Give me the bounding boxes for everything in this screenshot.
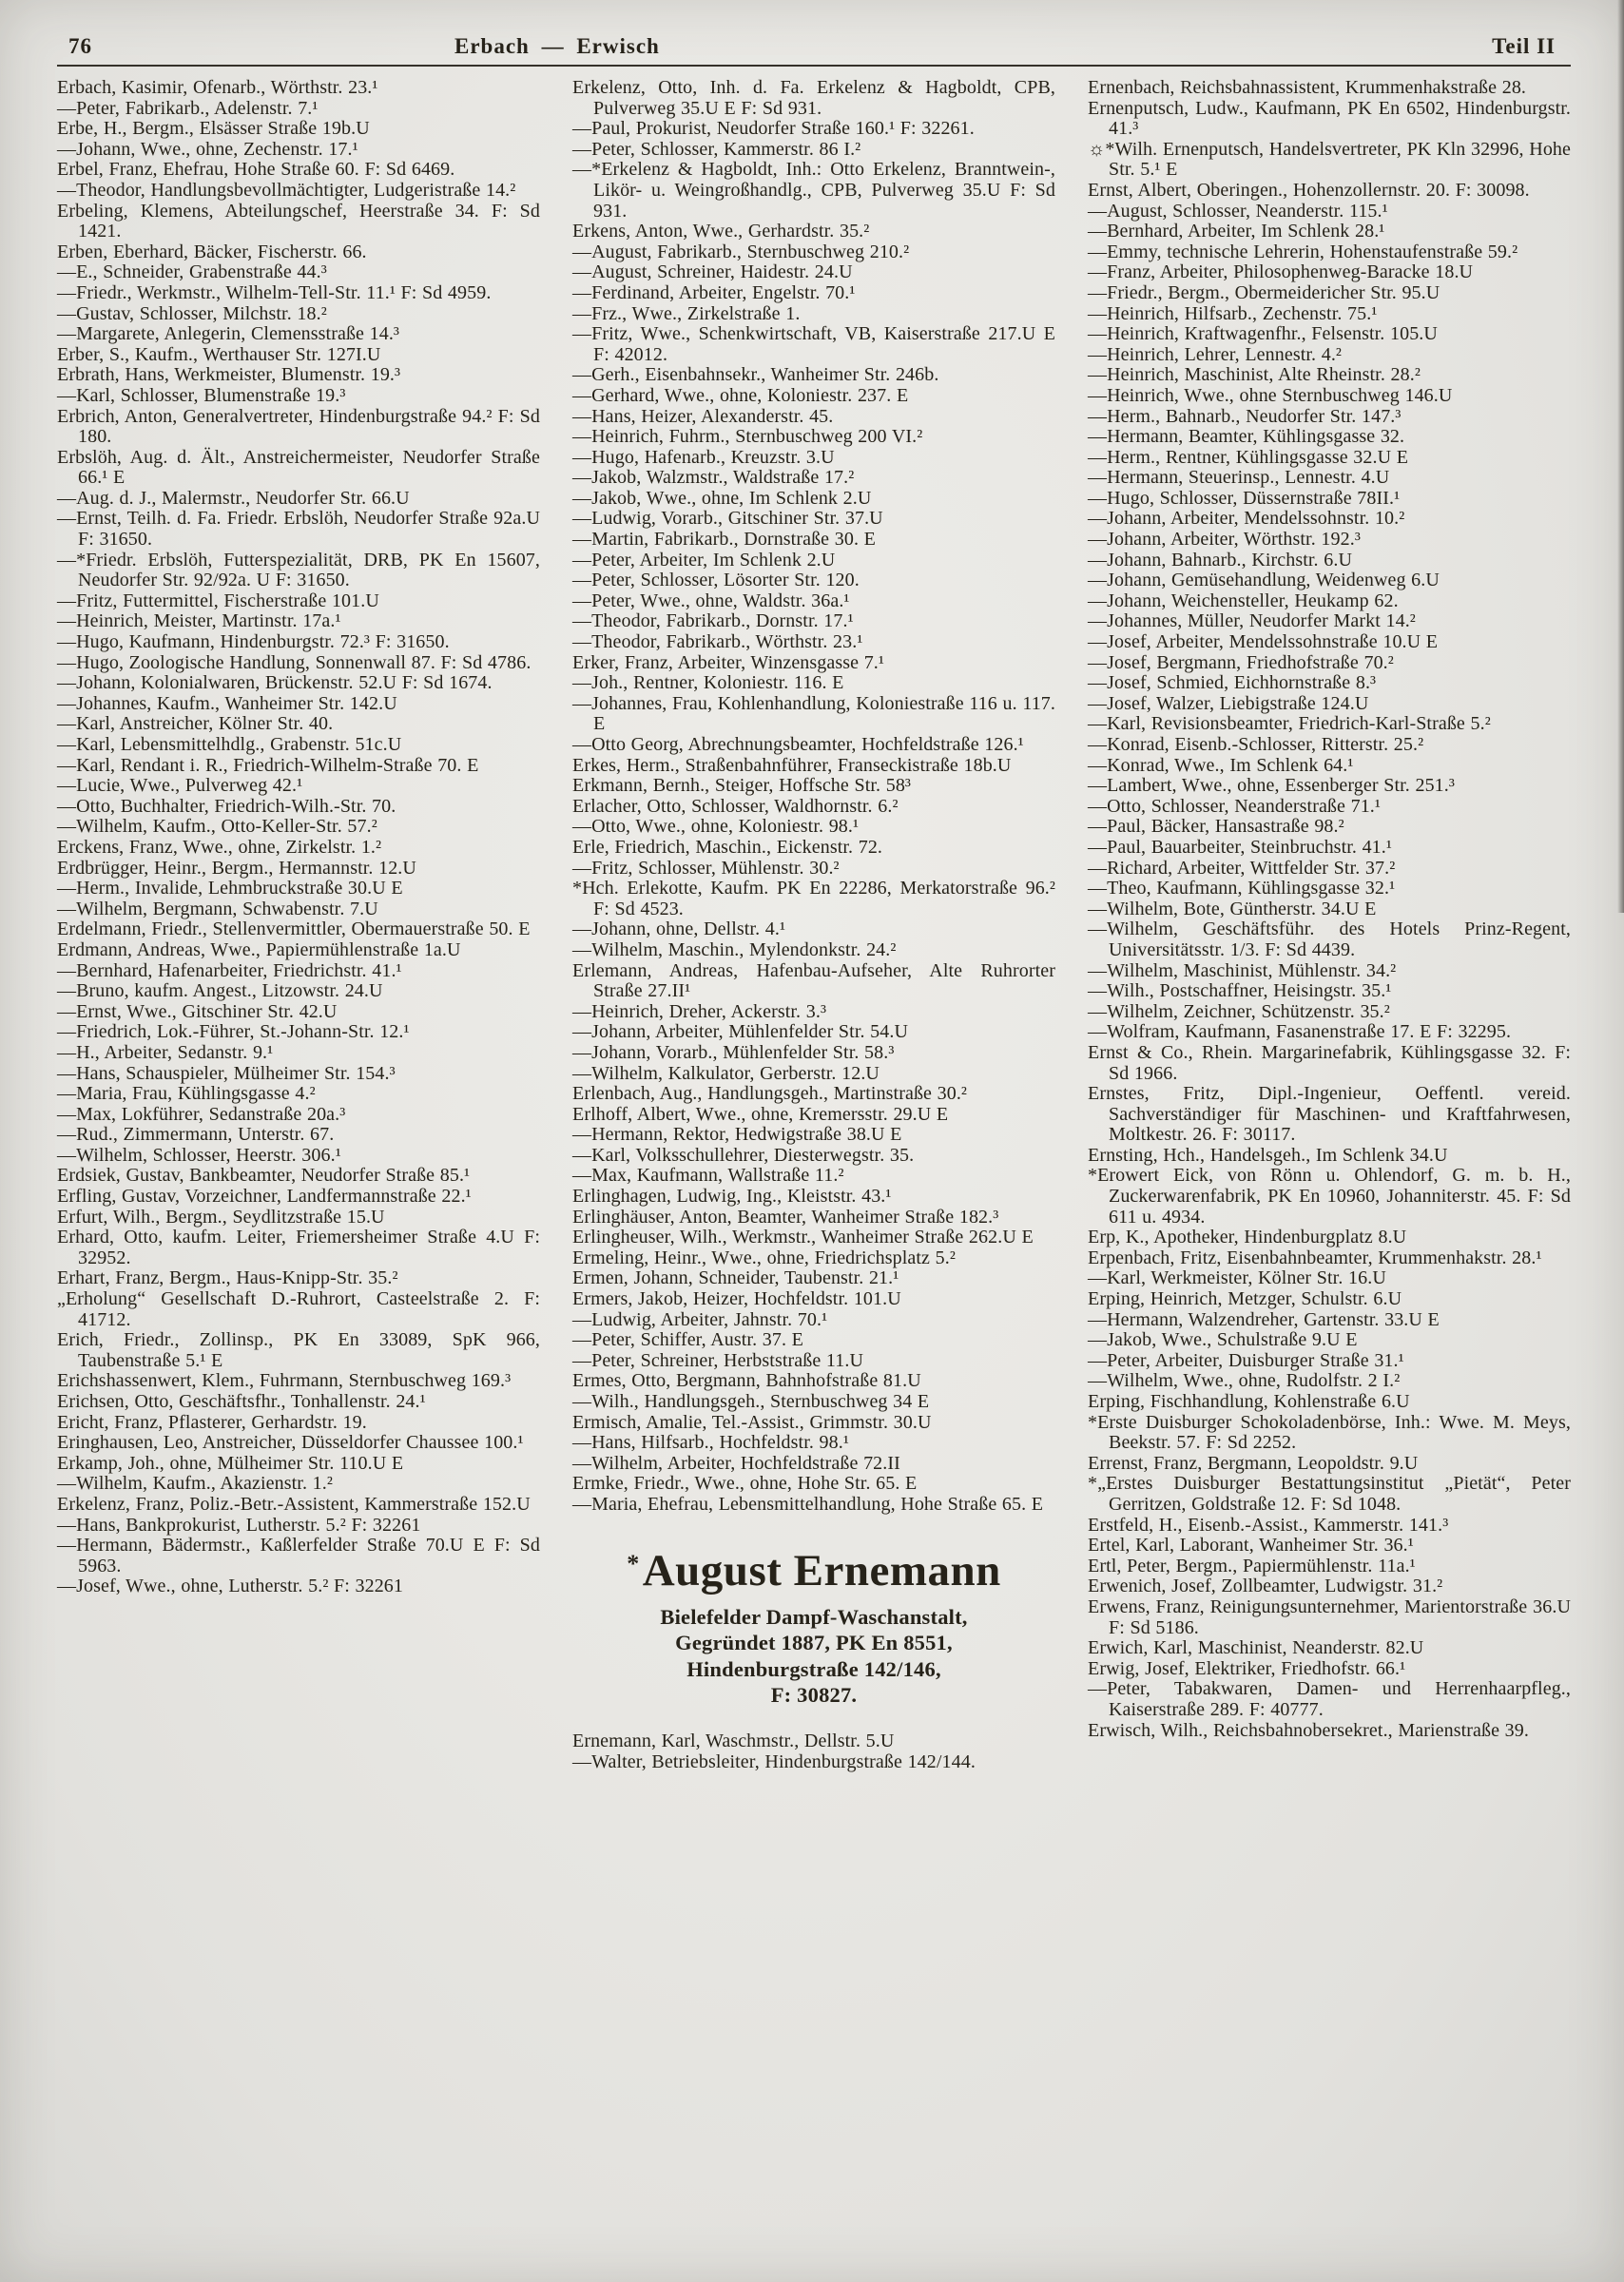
directory-entry: *Erowert Eick, von Rönn u. Ohlendorf, G. m. b. H., Zuckerwarenfabrik, PK En 10960, Johanniterstr. 45. F: Sd 611 u. 4934.	[1088, 1165, 1571, 1228]
directory-entry: Erfling, Gustav, Vorzeichner, Landfermannstraße 22.¹	[57, 1186, 472, 1208]
directory-entry: —Herm., Invalide, Lehmbruckstraße 30.U E	[57, 878, 403, 899]
directory-entry: Eringhausen, Leo, Anstreicher, Düsseldorfer Chaussee 100.¹	[57, 1432, 524, 1454]
directory-entry: Erwisch, Wilh., Reichsbahnobersekret., Marienstraße 39.	[1088, 1719, 1529, 1741]
directory-entry: Erlhoff, Albert, Wwe., ohne, Kremersstr. 29.U E	[572, 1103, 949, 1125]
directory-entry: —Heinrich, Lehrer, Lennestr. 4.²	[1088, 343, 1343, 365]
directory-entry: *Erste Duisburger Schokoladenbörse, Inh.: Wwe. M. Meys, Beekstr. 57. F: Sd 2252.	[1088, 1411, 1571, 1454]
directory-entry: —Hans, Hilfsarb., Hochfeldstr. 98.¹	[572, 1432, 849, 1454]
directory-entry: —Ludwig, Vorarb., Gitschiner Str. 37.U	[572, 508, 883, 530]
directory-entry: —Ferdinand, Arbeiter, Engelstr. 70.¹	[572, 281, 856, 303]
directory-entry: Erwich, Karl, Maschinist, Neanderstr. 82.U	[1088, 1637, 1424, 1659]
directory-entry: —Karl, Werkmeister, Kölner Str. 16.U	[1088, 1267, 1386, 1289]
directory-entry: —Frz., Wwe., Zirkelstraße 1.	[572, 302, 801, 324]
directory-entry: Erichsen, Otto, Geschäftsfhr., Tonhallenstr. 24.¹	[57, 1391, 426, 1412]
directory-entry: *„Erstes Duisburger Bestattungsinstitut „Pietät“, Peter Gerritzen, Goldstraße 12. F: Sd 1048.	[1088, 1473, 1571, 1515]
directory-entry: Ernst & Co., Rhein. Margarinefabrik, Kühlingsgasse 32. F: Sd 1966.	[1088, 1041, 1571, 1084]
page-title: Erbach — Erwisch	[454, 34, 660, 58]
directory-entry: —Heinrich, Maschinist, Alte Rheinstr. 28.²	[1088, 364, 1421, 386]
directory-entry: —Herm., Rentner, Kühlingsgasse 32.U E	[1088, 446, 1409, 468]
directory-entry: —Johann, Arbeiter, Mendelssohnstr. 10.²	[1088, 508, 1405, 530]
directory-entry: Erlinghagen, Ludwig, Ing., Kleiststr. 43.¹	[572, 1186, 892, 1208]
directory-entry: —Paul, Bäcker, Hansastraße 98.²	[1088, 816, 1344, 838]
directory-entry: —Peter, Arbeiter, Im Schlenk 2.U	[572, 549, 836, 570]
directory-entry: —Aug. d. J., Malermstr., Neudorfer Str. 66.U	[57, 487, 410, 509]
directory-entry: —Karl, Lebensmittelhdlg., Grabenstr. 51c.U	[57, 734, 402, 755]
directory-entry: —Theodor, Fabrikarb., Dornstr. 17.¹	[572, 610, 854, 632]
directory-entry: —Karl, Volksschullehrer, Diesterwegstr. 35.	[572, 1144, 915, 1166]
directory-entry: —Ludwig, Arbeiter, Jahnstr. 70.¹	[572, 1308, 828, 1330]
directory-entry: —Johann, Arbeiter, Mühlenfelder Str. 54.U	[572, 1021, 909, 1043]
directory-entry: ☼*Wilh. Ernenputsch, Handelsvertreter, PK Kln 32996, Hohe Str. 5.¹ E	[1088, 138, 1571, 181]
ad-company-name: August Ernemann	[642, 1545, 1001, 1595]
directory-entry: —Heinrich, Wwe., ohne Sternbuschweg 146.U	[1088, 384, 1453, 406]
directory-entry: —Heinrich, Meister, Martinstr. 17a.¹	[57, 610, 341, 632]
directory-entry: Ertl, Peter, Bergm., Papiermühlenstr. 11a.¹	[1088, 1555, 1416, 1576]
ernemann-advertisement	[576, 1545, 1052, 1709]
directory-entry: Ernst, Albert, Oberingen., Hohenzollernstr. 20. F: 30098.	[1088, 179, 1530, 201]
directory-entry: —Gerh., Eisenbahnsekr., Wanheimer Str. 246b.	[572, 364, 939, 386]
directory-entry: Erping, Fischhandlung, Kohlenstraße 6.U	[1088, 1391, 1410, 1412]
directory-entry: —Ernst, Teilh. d. Fa. Friedr. Erbslöh, Neudorfer Straße 92a.U F: 31650.	[57, 508, 540, 551]
directory-entry: Erp, K., Apotheker, Hindenburgplatz 8.U	[1088, 1227, 1407, 1248]
directory-entry: —E., Schneider, Grabenstraße 44.³	[57, 261, 327, 283]
directory-entry: —Peter, Tabakwaren, Damen- und Herrenhaarpfleg., Kaiserstraße 289. F: 40777.	[1088, 1678, 1571, 1720]
page-header	[57, 34, 1571, 65]
directory-entry: Erwens, Franz, Reinigungsunternehmer, Marientorstraße 36.U F: Sd 5186.	[1088, 1595, 1571, 1638]
directory-entry: Erbel, Franz, Ehefrau, Hohe Straße 60. F: Sd 6469.	[57, 159, 455, 181]
directory-entry: Ermers, Jakob, Heizer, Hochfeldstr. 101.U	[572, 1288, 901, 1310]
column-2-entries-bottom	[572, 1731, 1055, 1772]
directory-entry: —Paul, Bauarbeiter, Steinbruchstr. 41.¹	[1088, 836, 1392, 858]
directory-entry: Erhart, Franz, Bergm., Haus-Knipp-Str. 35.²	[57, 1267, 398, 1289]
directory-entry: Errenst, Franz, Bergmann, Leopoldstr. 9.U	[1088, 1452, 1419, 1474]
directory-entry: Erwig, Josef, Elektriker, Friedhofstr. 66.¹	[1088, 1657, 1406, 1679]
directory-entry: —Theo, Kaufmann, Kühlingsgasse 32.¹	[1088, 878, 1396, 899]
directory-entry: —Heinrich, Kraftwagenfhr., Felsenstr. 105.U	[1088, 323, 1438, 345]
directory-entry: Erlemann, Andreas, Hafenbau-Aufseher, Alte Ruhrorter Straße 27.II¹	[572, 959, 1055, 1002]
directory-entry: Erbe, H., Bergm., Elsässer Straße 19b.U	[57, 118, 370, 140]
directory-entry: —Johannes, Frau, Kohlenhandlung, Koloniestraße 116 u. 117. E	[572, 692, 1055, 735]
directory-entry: —Wilhelm, Zeichner, Schützenstr. 35.²	[1088, 1000, 1390, 1022]
directory-entry: —Fritz, Schlosser, Mühlenstr. 30.²	[572, 857, 840, 879]
directory-entry: Erker, Franz, Arbeiter, Winzensgasse 7.¹	[572, 651, 885, 673]
directory-entry: —Johann, Arbeiter, Wörthstr. 192.³	[1088, 529, 1361, 551]
directory-entry: —Martin, Fabrikarb., Dornstraße 30. E	[572, 529, 876, 551]
directory-entry: —Konrad, Wwe., Im Schlenk 64.¹	[1088, 754, 1354, 776]
directory-entry: —Richard, Arbeiter, Wittfelder Str. 37.²	[1088, 857, 1396, 879]
directory-entry: Ertel, Karl, Laborant, Wanheimer Str. 36.¹	[1088, 1535, 1414, 1557]
directory-entry: —Johann, Bahnarb., Kirchstr. 6.U	[1088, 549, 1352, 570]
directory-entry: —Ernst, Wwe., Gitschiner Str. 42.U	[57, 1000, 338, 1022]
directory-entry: —H., Arbeiter, Sedanstr. 9.¹	[57, 1041, 274, 1063]
ad-line: F: 30827.	[770, 1683, 858, 1708]
directory-entry: —Joh., Rentner, Koloniestr. 116. E	[572, 672, 844, 694]
directory-entry: —Josef, Wwe., ohne, Lutherstr. 5.² F: 32261	[57, 1576, 403, 1597]
directory-entry: Erkamp, Joh., ohne, Mülheimer Str. 110.U E	[57, 1452, 404, 1474]
directory-entry: Erbach, Kasimir, Ofenarb., Wörthstr. 23.¹	[57, 77, 378, 98]
directory-entry: —Peter, Schreiner, Herbststraße 11.U	[572, 1349, 863, 1371]
directory-entry: Erstfeld, H., Eisenb.-Assist., Kammerstr. 141.³	[1088, 1514, 1449, 1536]
directory-entry: —Peter, Arbeiter, Duisburger Straße 31.¹	[1088, 1349, 1404, 1371]
directory-entry: Erle, Friedrich, Maschin., Eickenstr. 72.	[572, 836, 883, 858]
directory-entry: —Wolfram, Kaufmann, Fasanenstraße 17. E F: 32295.	[1088, 1021, 1512, 1043]
directory-entry: —Rud., Zimmermann, Unterstr. 67.	[57, 1124, 335, 1146]
directory-entry: Ernsting, Hch., Handelsgeh., Im Schlenk 34.U	[1088, 1144, 1448, 1166]
ad-line: Bielefelder Dampf-Waschanstalt,	[660, 1604, 968, 1629]
directory-entry: —Peter, Schlosser, Kammerstr. 86 I.²	[572, 138, 861, 160]
directory-entry: —Jakob, Wwe., Schulstraße 9.U E	[1088, 1329, 1358, 1351]
directory-entry: Ermes, Otto, Bergmann, Bahnhofstraße 81.U	[572, 1370, 921, 1392]
directory-entry: Erkens, Anton, Wwe., Gerhardstr. 35.²	[572, 221, 870, 242]
directory-entry: Erbrich, Anton, Generalvertreter, Hindenburgstraße 94.² F: Sd 180.	[57, 405, 540, 448]
ad-line: Gegründet 1887, PK En 8551,	[675, 1631, 953, 1655]
directory-entry: —Wilhelm, Kalkulator, Gerberstr. 12.U	[572, 1062, 880, 1084]
directory-entry: —Theodor, Fabrikarb., Wörthstr. 23.¹	[572, 631, 863, 653]
directory-columns	[57, 78, 1571, 1772]
directory-entry: —Hugo, Kaufmann, Hindenburgstr. 72.³ F: 31650.	[57, 631, 450, 653]
directory-entry: —Hermann, Rektor, Hedwigstraße 38.U E	[572, 1124, 902, 1146]
directory-entry: Erkmann, Bernh., Steiger, Hoffsche Str. 58³	[572, 775, 912, 797]
column-1	[57, 78, 540, 1772]
directory-entry: —Josef, Bergmann, Friedhofstraße 70.²	[1088, 651, 1394, 673]
directory-entry: Ernenputsch, Ludw., Kaufmann, PK En 6502, Hindenburgstr. 41.³	[1088, 97, 1571, 140]
directory-entry: Erdelmann, Friedr., Stellenvermittler, Obermauerstraße 50. E	[57, 919, 531, 940]
directory-entry: —Heinrich, Dreher, Ackerstr. 3.³	[572, 1000, 827, 1022]
directory-entry: —Wilhelm, Kaufm., Otto-Keller-Str. 57.²	[57, 816, 377, 838]
directory-entry: —Otto, Buchhalter, Friedrich-Wilh.-Str. 70.	[57, 795, 396, 817]
directory-entry: Erlingheuser, Wilh., Werkmstr., Wanheimer Straße 262.U E	[572, 1227, 1034, 1248]
directory-entry: —Johann, Gemüsehandlung, Weidenweg 6.U	[1088, 570, 1440, 591]
directory-entry: —Gustav, Schlosser, Milchstr. 18.²	[57, 302, 327, 324]
directory-entry: —August, Fabrikarb., Sternbuschweg 210.²	[572, 241, 910, 262]
directory-entry: Erckens, Franz, Wwe., ohne, Zirkelstr. 1.²	[57, 836, 382, 858]
directory-entry: —Johann, Kolonialwaren, Brückenstr. 52.U F: Sd 1674.	[57, 672, 493, 694]
directory-entry: —Heinrich, Fuhrm., Sternbuschweg 200 VI.²	[572, 426, 923, 448]
directory-entry: —Peter, Wwe., ohne, Waldstr. 36a.¹	[572, 590, 850, 611]
directory-entry: Ermen, Johann, Schneider, Taubenstr. 21.¹	[572, 1267, 899, 1289]
directory-entry: —Josef, Schmied, Eichhornstraße 8.³	[1088, 672, 1377, 694]
directory-entry: —Wilhelm, Schlosser, Heerstr. 306.¹	[57, 1144, 341, 1166]
directory-entry: —Bernhard, Arbeiter, Im Schlenk 28.¹	[1088, 221, 1385, 242]
directory-entry: Erlenbach, Aug., Handlungsgeh., Martinstraße 30.²	[572, 1083, 968, 1105]
header-rule	[57, 65, 1571, 67]
directory-entry: Erich, Friedr., Zollinsp., PK En 33089, SpK 966, Taubenstraße 5.¹ E	[57, 1329, 540, 1371]
directory-entry: —Josef, Walzer, Liebigstraße 124.U	[1088, 692, 1369, 714]
directory-entry: Erichshassenwert, Klem., Fuhrmann, Sternbuschweg 169.³	[57, 1370, 512, 1392]
directory-entry: —Peter, Fabrikarb., Adelenstr. 7.¹	[57, 97, 319, 119]
directory-entry: —Johannes, Kaufm., Wanheimer Str. 142.U	[57, 692, 397, 714]
page-content	[57, 34, 1571, 2255]
directory-entry: —Lucie, Wwe., Pulverweg 42.¹	[57, 775, 303, 797]
directory-entry: Ernemann, Karl, Waschmstr., Dellstr. 5.U	[572, 1730, 895, 1751]
directory-entry: Erdsiek, Gustav, Bankbeamter, Neudorfer Straße 85.¹	[57, 1165, 471, 1187]
directory-entry: —Fritz, Futtermittel, Fischerstraße 101.U	[57, 590, 379, 611]
directory-entry: —Heinrich, Hilfsarb., Zechenstr. 75.¹	[1088, 302, 1378, 324]
directory-entry: Erkelenz, Otto, Inh. d. Fa. Erkelenz & Hagboldt, CPB, Pulverweg 35.U E F: Sd 931.	[572, 77, 1055, 119]
page-number: 76	[68, 34, 92, 58]
directory-entry: —Hans, Bankprokurist, Lutherstr. 5.² F: 32261	[57, 1514, 421, 1536]
directory-entry: —Friedr., Bergm., Obermeidericher Str. 95.U	[1088, 281, 1440, 303]
directory-entry: —Johann, ohne, Dellstr. 4.¹	[572, 919, 786, 940]
directory-entry: Erping, Heinrich, Metzger, Schulstr. 6.U	[1088, 1288, 1402, 1310]
directory-entry: Erben, Eberhard, Bäcker, Fischerstr. 66.	[57, 241, 367, 262]
directory-entry: Ernenbach, Reichsbahnassistent, Krummenhakstraße 28.	[1088, 77, 1527, 98]
directory-entry: —Johann, Vorarb., Mühlenfelder Str. 58.³	[572, 1041, 895, 1063]
directory-entry: —*Friedr. Erbslöh, Futterspezialität, DRB, PK En 15607, Neudorfer Str. 92/92a. U F: 31650.	[57, 549, 540, 591]
directory-entry: —Hermann, Bädermstr., Kaßlerfelder Straße 70.U E F: Sd 5963.	[57, 1535, 540, 1576]
directory-entry: Erpenbach, Fritz, Eisenbahnbeamter, Krummenhakstr. 28.¹	[1088, 1247, 1542, 1268]
ad-title	[576, 1545, 1052, 1595]
directory-entry: —Maria, Ehefrau, Lebensmittelhandlung, Hohe Straße 65. E	[572, 1493, 1044, 1515]
directory-entry: Ernstes, Fritz, Dipl.-Ingenieur, Oeffentl. vereid. Sachverständiger für Maschinen- und Kraftfahrwesen, Moltkestr. 26. F: 30117.	[1088, 1083, 1571, 1146]
directory-entry: —Theodor, Handlungsbevollmächtigter, Ludgeristraße 14.²	[57, 179, 516, 201]
directory-entry: Ermisch, Amalie, Tel.-Assist., Grimmstr. 30.U	[572, 1411, 932, 1433]
directory-entry: —Jakob, Walzmstr., Waldstraße 17.²	[572, 467, 855, 489]
directory-entry: —Konrad, Eisenb.-Schlosser, Ritterstr. 25.²	[1088, 734, 1424, 755]
directory-entry: —Walter, Betriebsleiter, Hindenburgstraße 142/144.	[572, 1750, 976, 1772]
directory-entry: —Max, Kaufmann, Wallstraße 11.²	[572, 1165, 844, 1187]
directory-entry: Erbrath, Hans, Werkmeister, Blumenstr. 19.³	[57, 364, 401, 386]
directory-entry: —Karl, Rendant i. R., Friedrich-Wilhelm-Straße 70. E	[57, 754, 479, 776]
directory-entry: Ermeling, Heinr., Wwe., ohne, Friedrichsplatz 5.²	[572, 1247, 956, 1268]
directory-entry: —Lambert, Wwe., ohne, Essenberger Str. 251.³	[1088, 775, 1455, 797]
directory-entry: —Hugo, Schlosser, Düssernstraße 78II.¹	[1088, 487, 1401, 509]
asterisk-mark: *	[627, 1549, 640, 1577]
directory-entry: —Otto, Schlosser, Neanderstraße 71.¹	[1088, 795, 1382, 817]
directory-entry: —Hermann, Beamter, Kühlingsgasse 32.	[1088, 426, 1405, 448]
directory-entry: —Bruno, kaufm. Angest., Litzowstr. 24.U	[57, 980, 383, 1002]
page-part-label: Teil II	[1492, 34, 1556, 58]
directory-entry: Erwenich, Josef, Zollbeamter, Ludwigstr. 31.²	[1088, 1576, 1443, 1597]
directory-entry: —Jakob, Wwe., ohne, Im Schlenk 2.U	[572, 487, 872, 509]
directory-entry: Erhard, Otto, kaufm. Leiter, Friemersheimer Straße 4.U F: 32952.	[57, 1227, 540, 1268]
directory-entry: —August, Schreiner, Haidestr. 24.U	[572, 261, 853, 283]
directory-entry: Erdmann, Andreas, Wwe., Papiermühlenstraße 1a.U	[57, 938, 461, 960]
directory-entry: —Karl, Revisionsbeamter, Friedrich-Karl-Straße 5.²	[1088, 713, 1491, 735]
directory-entry: —Josef, Arbeiter, Mendelssohnstraße 10.U E	[1088, 631, 1439, 653]
directory-entry: —Wilhelm, Maschin., Mylendonkstr. 24.²	[572, 938, 897, 960]
directory-entry: Erbslöh, Aug. d. Ält., Anstreichermeister, Neudorfer Straße 66.¹ E	[57, 446, 540, 489]
directory-entry: —Hans, Schauspieler, Mülheimer Str. 154.³	[57, 1062, 396, 1084]
directory-entry: —Hugo, Zoologische Handlung, Sonnenwall 87. F: Sd 4786.	[57, 651, 532, 673]
directory-entry: —Johann, Wwe., ohne, Zechenstr. 17.¹	[57, 138, 358, 160]
directory-entry: Erkes, Herm., Straßenbahnführer, Franseckistraße 18b.U	[572, 754, 1012, 776]
directory-entry: Erkelenz, Franz, Poliz.-Betr.-Assistent, Kammerstraße 152.U	[57, 1493, 531, 1515]
directory-entry: Erber, S., Kaufm., Werthauser Str. 127I.U	[57, 343, 381, 365]
directory-entry: —Fritz, Wwe., Schenkwirtschaft, VB, Kaiserstraße 217.U E F: 42012.	[572, 323, 1055, 365]
directory-entry: —Otto Georg, Abrechnungsbeamter, Hochfeldstraße 126.¹	[572, 734, 1024, 755]
directory-entry: —Karl, Anstreicher, Kölner Str. 40.	[57, 713, 334, 735]
directory-entry: —Paul, Prokurist, Neudorfer Straße 160.¹ F: 32261.	[572, 118, 975, 140]
directory-entry: —Karl, Schlosser, Blumenstraße 19.³	[57, 384, 346, 406]
directory-entry: —August, Schlosser, Neanderstr. 115.¹	[1088, 200, 1388, 222]
directory-entry: —Max, Lokführer, Sedanstraße 20a.³	[57, 1103, 346, 1125]
directory-entry: —Wilh., Handlungsgeh., Sternbuschweg 34 E	[572, 1391, 930, 1412]
directory-entry: —Wilhelm, Bergmann, Schwabenstr. 7.U	[57, 898, 378, 919]
column-2-entries-top	[572, 78, 1055, 1516]
directory-entry: —Peter, Schlosser, Lösorter Str. 120.	[572, 570, 860, 591]
directory-entry: —Wilhelm, Arbeiter, Hochfeldstraße 72.II	[572, 1452, 900, 1474]
column-2	[572, 78, 1055, 1772]
directory-entry: *Hch. Erlekotte, Kaufm. PK En 22286, Merkatorstraße 96.² F: Sd 4523.	[572, 878, 1055, 919]
directory-entry: —Friedr., Werkmstr., Wilhelm-Tell-Str. 11.¹ F: Sd 4959.	[57, 281, 492, 303]
directory-entry: „Erholung“ Gesellschaft D.-Ruhrort, Casteelstraße 2. F: 41712.	[57, 1288, 540, 1330]
directory-entry: —Maria, Frau, Kühlingsgasse 4.²	[57, 1083, 316, 1105]
directory-entry: —Wilhelm, Geschäftsführ. des Hotels Prinz-Regent, Universitätsstr. 1/3. F: Sd 4439.	[1088, 919, 1571, 960]
directory-entry: —Hermann, Steuerinsp., Lennestr. 4.U	[1088, 467, 1390, 489]
directory-entry: Erlacher, Otto, Schlosser, Waldhornstr. 6.²	[572, 795, 899, 817]
directory-entry: Erbeling, Klemens, Abteilungschef, Heerstraße 34. F: Sd 1421.	[57, 200, 540, 242]
directory-entry: —Wilh., Postschaffner, Heisingstr. 35.¹	[1088, 980, 1392, 1002]
directory-entry: —Bernhard, Hafenarbeiter, Friedrichstr. 41.¹	[57, 959, 402, 981]
directory-entry: —Hans, Heizer, Alexanderstr. 45.	[572, 405, 834, 427]
directory-entry: —Wilhelm, Wwe., ohne, Rudolfstr. 2 I.²	[1088, 1370, 1401, 1392]
column-3	[1088, 78, 1571, 1772]
directory-entry: Erfurt, Wilh., Bergm., Seydlitzstraße 15.U	[57, 1206, 385, 1228]
directory-entry: —*Erkelenz & Hagboldt, Inh.: Otto Erkelenz, Branntwein-, Likör- u. Weingroßhandlg., CPB, Pulverweg 35.U F: Sd 931.	[572, 159, 1055, 222]
directory-entry: —Hugo, Hafenarb., Kreuzstr. 3.U	[572, 446, 835, 468]
directory-entry: —Peter, Schiffer, Austr. 37. E	[572, 1329, 803, 1351]
directory-entry: —Emmy, technische Lehrerin, Hohenstaufenstraße 59.²	[1088, 241, 1518, 262]
directory-entry: —Wilhelm, Kaufm., Akazienstr. 1.²	[57, 1473, 333, 1495]
directory-entry: —Margarete, Anlegerin, Clemensstraße 14.³	[57, 323, 400, 345]
directory-entry: —Wilhelm, Maschinist, Mühlenstr. 34.²	[1088, 959, 1397, 981]
directory-entry: Ermke, Friedr., Wwe., ohne, Hohe Str. 65. E	[572, 1473, 918, 1495]
directory-entry: —Herm., Bahnarb., Neudorfer Str. 147.³	[1088, 405, 1402, 427]
directory-entry: —Friedrich, Lok.-Führer, St.-Johann-Str. 12.¹	[57, 1021, 410, 1043]
directory-entry: Erlinghäuser, Anton, Beamter, Wanheimer Straße 182.³	[572, 1206, 999, 1228]
directory-entry: —Gerhard, Wwe., ohne, Koloniestr. 237. E	[572, 384, 909, 406]
directory-entry: —Otto, Wwe., ohne, Koloniestr. 98.¹	[572, 816, 860, 838]
directory-entry: —Wilhelm, Bote, Güntherstr. 34.U E	[1088, 898, 1377, 919]
ad-line: Hindenburgstraße 142/146,	[686, 1656, 941, 1681]
directory-entry: —Hermann, Walzendreher, Gartenstr. 33.U E	[1088, 1308, 1440, 1330]
directory-entry: —Johann, Weichensteller, Heukamp 62.	[1088, 590, 1399, 611]
directory-entry: Erdbrügger, Heinr., Bergm., Hermannstr. 12.U	[57, 857, 416, 879]
directory-entry: Ericht, Franz, Pflasterer, Gerhardstr. 19.	[57, 1411, 367, 1433]
directory-entry: —Franz, Arbeiter, Philosophenweg-Baracke 18.U	[1088, 261, 1474, 283]
directory-entry: —Johannes, Müller, Neudorfer Markt 14.²	[1088, 610, 1416, 632]
